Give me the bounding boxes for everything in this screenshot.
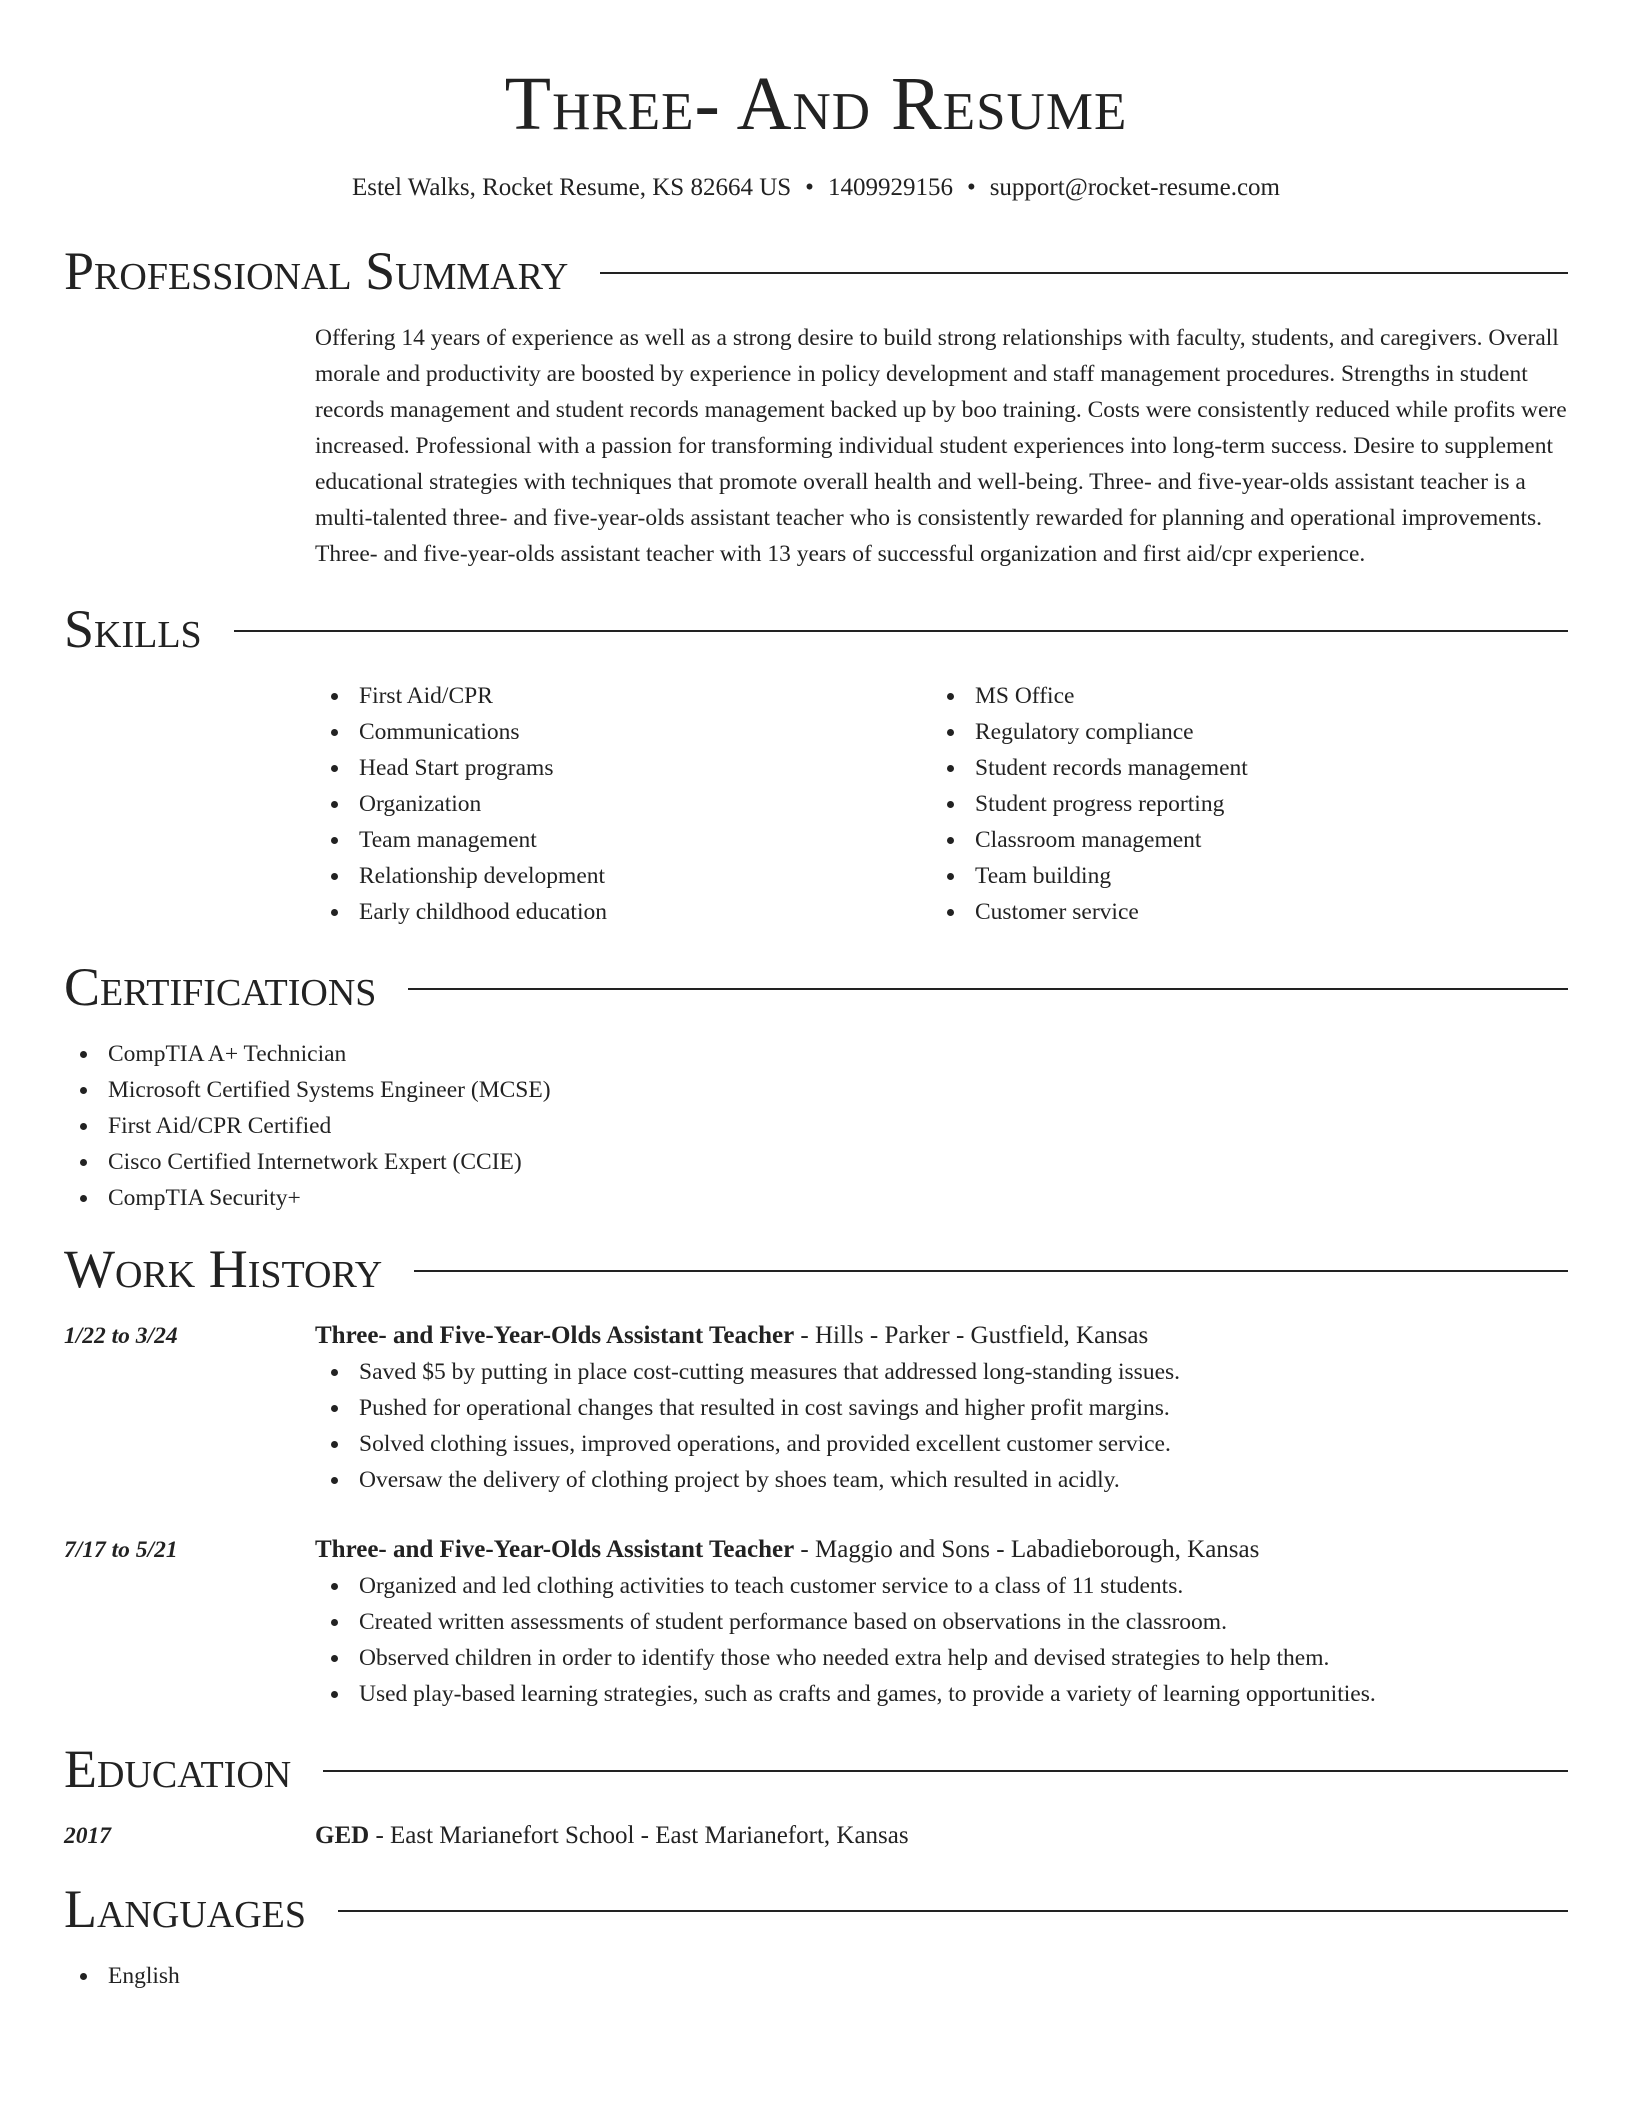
skill-item: Student progress reporting [931, 786, 1547, 822]
section-divider [414, 1270, 1568, 1272]
section-divider [323, 1770, 1568, 1772]
certifications-title: Certifications [64, 957, 377, 1017]
section-divider [338, 1910, 1568, 1912]
skills-title: Skills [64, 599, 202, 659]
languages-section [64, 1874, 1568, 1994]
skill-item: Communications [315, 714, 931, 750]
education-header [64, 1734, 1568, 1804]
summary-header [64, 236, 1568, 306]
summary-text: Offering 14 years of experience as well as a strong desire to build strong relationships with faculty, students, and caregivers. Overall morale and productivity are boosted by experience in policy development and staff management procedures. Strengths in student records management and student records management backed up by boo training. Costs were consistently reduced while profits were increased. Professional with a passion for transforming individual student experiences into long-term success. Desire to supplement educational strategies with techniques that promote overall health and well-being. Three- and five-year-olds assistant teacher is a multi-talented three- and five-year-olds assistant teacher who is consistently rewarded for planning and operational improvements. Three- and five-year-olds assistant teacher with 13 years of successful organization and first aid/cpr experience. [315, 325, 1567, 567]
job-details: - Maggio and Sons - Labadieborough, Kansas [794, 1536, 1260, 1563]
job-body [315, 1318, 1568, 1498]
job-bullets [315, 1568, 1568, 1712]
contact-email: support@rocket-resume.com [989, 174, 1280, 201]
job-bullet: Created written assessments of student performance based on observations in the classroom. [315, 1604, 1568, 1640]
skill-item: Team management [315, 822, 931, 858]
job-bullet: Oversaw the delivery of clothing project by shoes team, which resulted in acidly. [315, 1462, 1568, 1498]
job-bullet: Used play-based learning strategies, such as crafts and games, to provide a variety of learning opportunities. [315, 1676, 1568, 1712]
education-line [315, 1818, 1568, 1854]
contact-phone: 1409929156 [827, 174, 953, 201]
skill-item: Organization [315, 786, 931, 822]
certification-item: Microsoft Certified Systems Engineer (MCSE) [64, 1072, 1568, 1108]
skill-item: Team building [931, 858, 1547, 894]
certification-item: Cisco Certified Internetwork Expert (CCIE) [64, 1144, 1568, 1180]
job-bullet: Saved $5 by putting in place cost-cutting measures that addressed long-standing issues. [315, 1354, 1568, 1390]
certifications-section [64, 952, 1568, 1216]
job-bullet: Observed children in order to identify those who needed extra help and devised strategies to help them. [315, 1640, 1568, 1676]
job-dates: 1/22 to 3/24 [64, 1323, 178, 1349]
language-item: English [64, 1958, 1568, 1994]
languages-header [64, 1874, 1568, 1944]
skill-item: MS Office [931, 678, 1547, 714]
education-details: - East Marianefort School - East Marianefort, Kansas [369, 1822, 909, 1849]
skills-list-left [315, 678, 931, 930]
languages-title: Languages [64, 1879, 306, 1939]
summary-section [64, 236, 1568, 572]
education-year: 2017 [64, 1823, 111, 1849]
job-entry [64, 1318, 1568, 1498]
section-divider [600, 272, 1568, 274]
resume-name: Three- And Resume [504, 62, 1128, 146]
education-degree: GED [315, 1822, 370, 1849]
job-body [315, 1532, 1568, 1712]
certifications-header [64, 952, 1568, 1022]
skill-item: Classroom management [931, 822, 1547, 858]
contact-line [0, 172, 1632, 204]
job-role: Three- and Five-Year-Olds Assistant Teacher [315, 1536, 795, 1563]
certification-item: First Aid/CPR Certified [64, 1108, 1568, 1144]
work-title: Work History [64, 1239, 383, 1299]
work-header [64, 1234, 1568, 1304]
job-role: Three- and Five-Year-Olds Assistant Teacher [315, 1322, 795, 1349]
job-bullet: Pushed for operational changes that resulted in cost savings and higher profit margins. [315, 1390, 1568, 1426]
job-title-line [315, 1318, 1568, 1354]
certification-item: CompTIA A+ Technician [64, 1036, 1568, 1072]
skill-item: Early childhood education [315, 894, 931, 930]
job-title-line [315, 1532, 1568, 1568]
job-bullets [315, 1354, 1568, 1498]
contact-address: Estel Walks, Rocket Resume, KS 82664 US [351, 174, 792, 201]
education-section [64, 1734, 1568, 1854]
skills-header [64, 594, 1568, 664]
skills-list-right [931, 678, 1547, 930]
contact-separator: • [966, 174, 976, 201]
certification-item: CompTIA Security+ [64, 1180, 1568, 1216]
section-divider [408, 988, 1568, 990]
job-bullet: Solved clothing issues, improved operations, and provided excellent customer service. [315, 1426, 1568, 1462]
skill-item: Regulatory compliance [931, 714, 1547, 750]
languages-list [64, 1958, 1568, 1994]
summary-title: Professional Summary [64, 241, 569, 301]
skill-item: Head Start programs [315, 750, 931, 786]
skill-item: First Aid/CPR [315, 678, 931, 714]
job-entry [64, 1532, 1568, 1712]
section-divider [234, 630, 1568, 632]
skill-item: Relationship development [315, 858, 931, 894]
education-entry [64, 1818, 1568, 1854]
contact-separator: • [805, 174, 814, 201]
skill-item: Student records management [931, 750, 1547, 786]
work-section [64, 1234, 1568, 1712]
job-bullet: Organized and led clothing activities to teach customer service to a class of 11 students. [315, 1568, 1568, 1604]
skills-section [64, 594, 1568, 930]
job-dates: 7/17 to 5/21 [64, 1537, 178, 1563]
certifications-list [64, 1036, 1568, 1216]
skill-item: Customer service [931, 894, 1547, 930]
skills-columns [315, 678, 1568, 930]
job-details: - Hills - Parker - Gustfield, Kansas [794, 1322, 1149, 1349]
education-title: Education [64, 1739, 292, 1799]
